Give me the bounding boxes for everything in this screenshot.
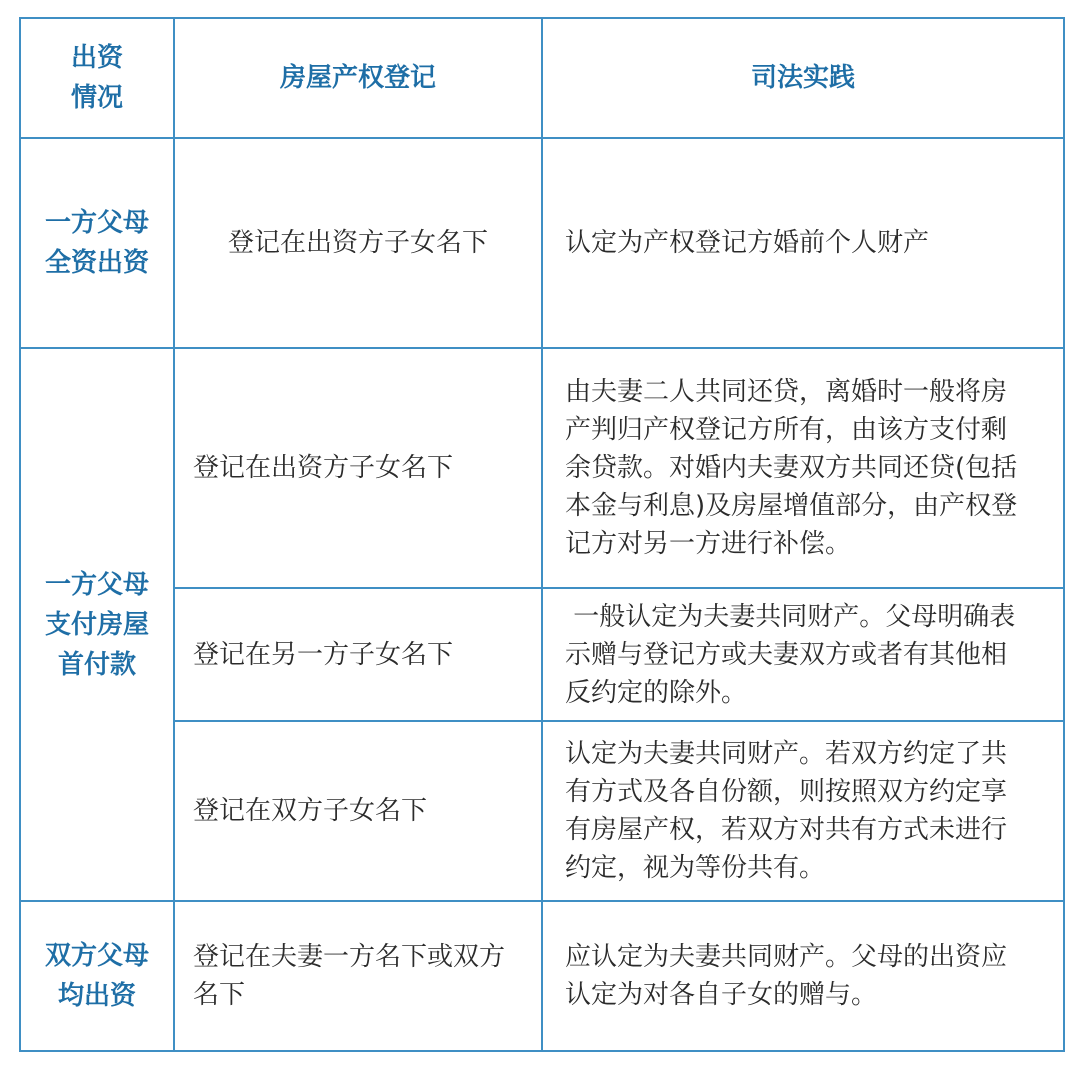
header-funding-situation bbox=[20, 18, 174, 138]
practice-text: 反约定的除外。 bbox=[565, 677, 748, 708]
practice-cell bbox=[542, 348, 1064, 588]
registration-cell bbox=[174, 721, 542, 901]
practice-cell bbox=[542, 588, 1064, 721]
practice-text: 记方对另一方进行补偿。 bbox=[565, 529, 852, 559]
practice-cell bbox=[542, 721, 1064, 901]
practice-cell bbox=[542, 138, 1064, 348]
header-property-registration: 房屋产权登记 bbox=[174, 18, 542, 138]
group-cell-both-parents bbox=[20, 901, 174, 1051]
practice-text: 认定为产权登记方婚前个人财产 bbox=[565, 228, 930, 258]
table-row bbox=[20, 721, 1064, 901]
group-label-line: 全资出资 bbox=[44, 248, 149, 278]
property-table bbox=[19, 17, 1065, 1052]
group-label-line: 一方父母 bbox=[44, 569, 149, 600]
practice-text: 本金与利息)及房屋增值部分，由产权登 bbox=[565, 491, 1018, 521]
group-cell-one-parent-full bbox=[20, 138, 174, 348]
group-label-line: 一方父母 bbox=[44, 208, 149, 238]
header-judicial-practice: 司法实践 bbox=[542, 18, 1064, 138]
practice-text: 产判归产权登记方所有，由该方支付剩 bbox=[565, 415, 1008, 445]
table-row bbox=[20, 348, 1064, 588]
registration-text: 登记在出资方子女名下 bbox=[227, 228, 488, 258]
registration-text: 登记在双方子女名下 bbox=[193, 796, 428, 826]
registration-cell bbox=[174, 348, 542, 588]
practice-text: 余贷款。对婚内夫妻双方共同还贷(包括 bbox=[565, 453, 1018, 483]
practice-text: 示赠与登记方或夫妻双方或者有其他相 bbox=[565, 639, 1008, 670]
practice-cell bbox=[542, 901, 1064, 1051]
header-row bbox=[20, 18, 1064, 138]
table-row bbox=[20, 901, 1064, 1051]
group-label-line: 支付房屋 bbox=[44, 609, 149, 640]
practice-text: 应认定为夫妻共同财产。父母的出资应 bbox=[565, 942, 1008, 972]
registration-text: 登记在另一方子女名下 bbox=[193, 639, 454, 670]
table-row bbox=[20, 588, 1064, 721]
practice-text: 约定，视为等份共有。 bbox=[565, 853, 826, 883]
practice-text: 有方式及各自份额，则按照双方约定享 bbox=[565, 777, 1008, 807]
registration-cell bbox=[174, 588, 542, 721]
practice-text: 一般认定为夫妻共同财产。父母明确表 bbox=[565, 601, 1016, 632]
table-row bbox=[20, 138, 1064, 348]
registration-cell bbox=[174, 901, 542, 1051]
group-cell-one-parent-down-payment bbox=[20, 348, 174, 901]
practice-text: 由夫妻二人共同还贷，离婚时一般将房 bbox=[565, 377, 1008, 407]
header-funding-line2: 情况 bbox=[70, 83, 123, 113]
practice-text: 认定为对各自子女的赠与。 bbox=[565, 980, 878, 1010]
header-funding-line1: 出资 bbox=[70, 43, 123, 73]
practice-text: 有房屋产权，若双方对共有方式未进行 bbox=[565, 815, 1008, 845]
group-label-line: 均出资 bbox=[57, 981, 136, 1011]
group-label-line: 首付款 bbox=[57, 649, 136, 680]
registration-text: 登记在出资方子女名下 bbox=[193, 453, 454, 483]
practice-text: 认定为夫妻共同财产。若双方约定了共 bbox=[565, 739, 1008, 769]
registration-text: 登记在夫妻一方名下或双方 bbox=[193, 942, 506, 972]
group-label-line: 双方父母 bbox=[44, 941, 149, 971]
registration-cell bbox=[174, 138, 542, 348]
registration-text: 名下 bbox=[193, 980, 246, 1010]
